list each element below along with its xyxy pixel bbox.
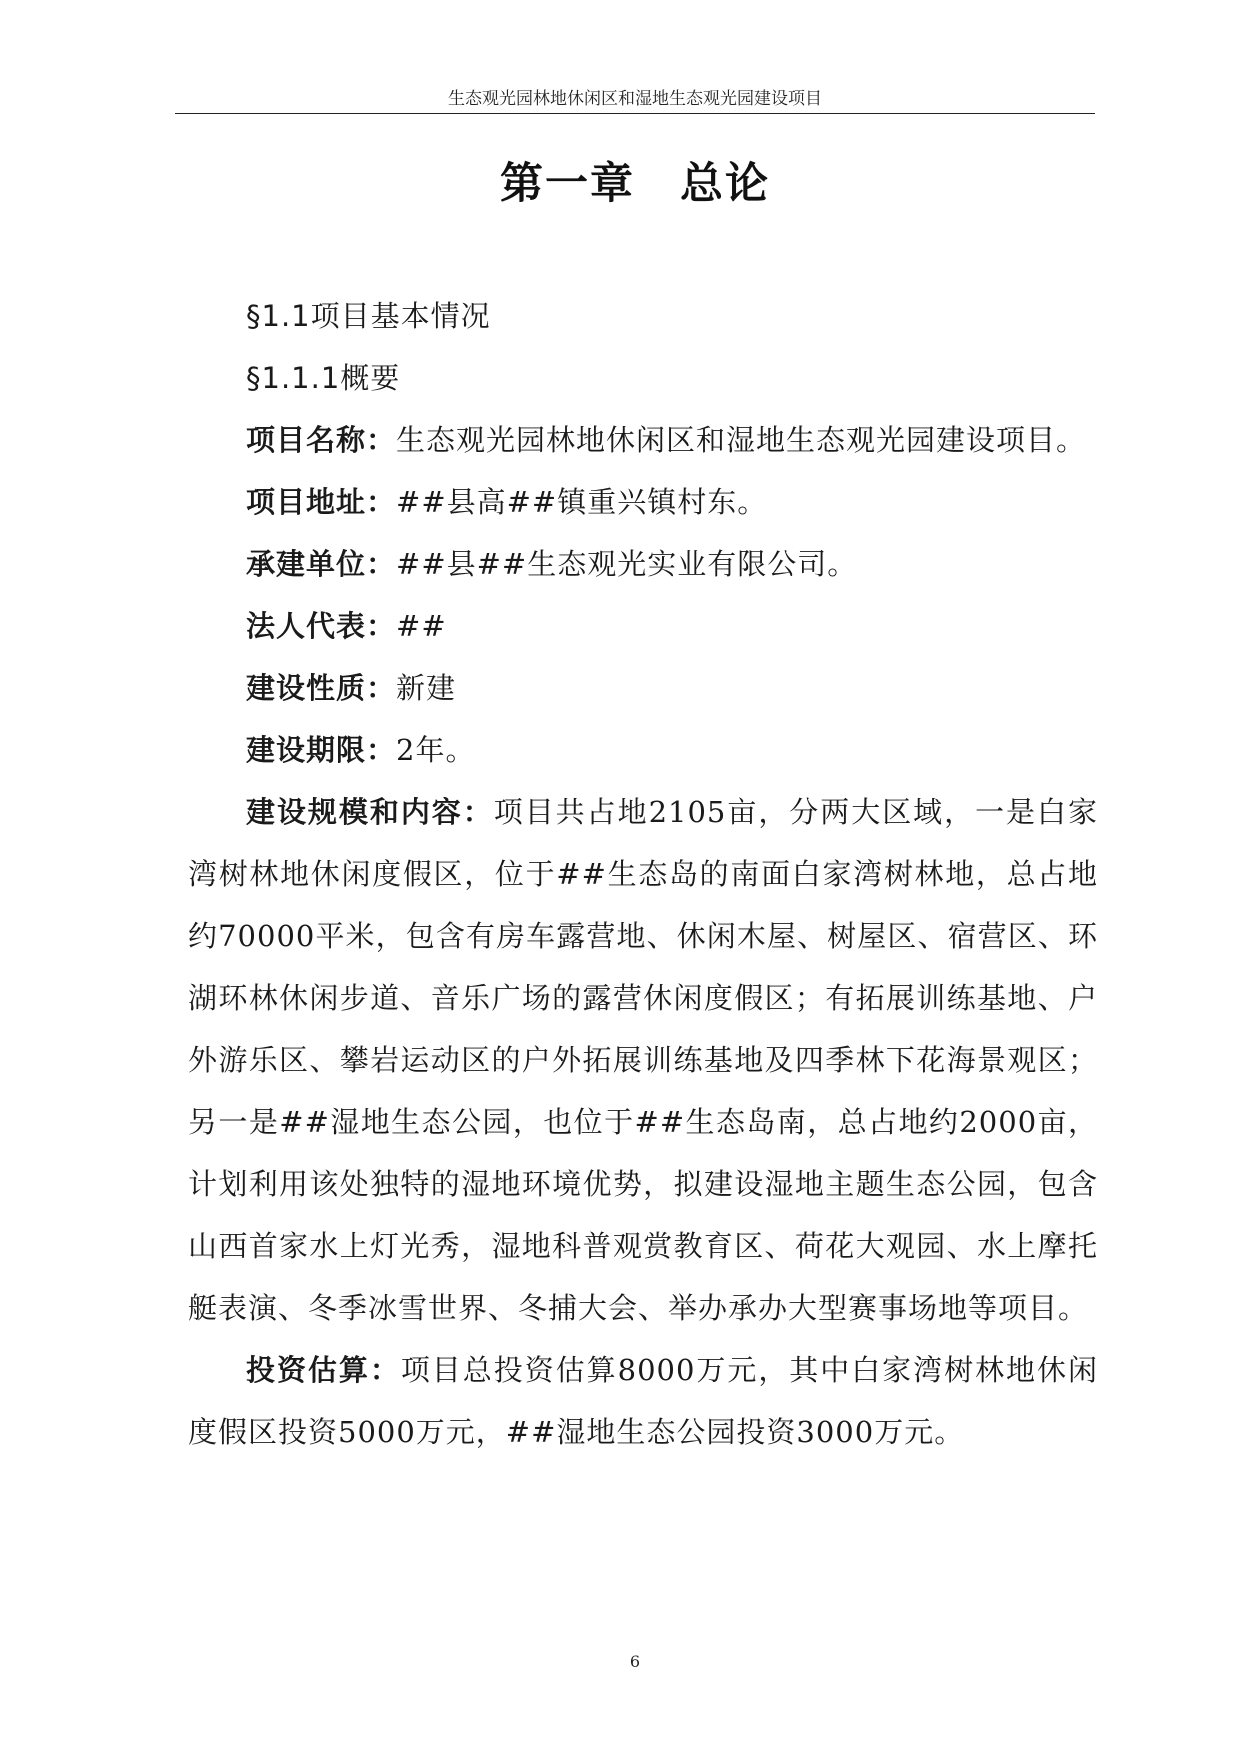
field-investment <box>188 1339 1098 1463</box>
field-value: 项目总投资估算8000万元，其中白家湾树林地休闲度假区投资5000万元，##湿地生态公园投资3000万元。 <box>188 1353 1098 1449</box>
field-nature <box>188 657 1098 719</box>
field-value: ##县##生态观光实业有限公司。 <box>396 547 858 581</box>
field-scope <box>188 781 1098 1339</box>
field-value: 新建 <box>396 671 457 705</box>
header-rule <box>175 113 1095 114</box>
field-value: 2年。 <box>396 733 476 767</box>
field-label: 建设规模和内容： <box>246 795 494 829</box>
field-value: 生态观光园林地休闲区和湿地生态观光园建设项目。 <box>396 423 1087 457</box>
field-period <box>188 719 1098 781</box>
field-label: 承建单位： <box>246 547 397 581</box>
field-label: 建设期限： <box>246 733 397 767</box>
running-header: 生态观光园林地休闲区和湿地生态观光园建设项目 <box>448 89 822 109</box>
section-heading: §1.1项目基本情况 <box>246 299 491 333</box>
field-value: 项目共占地2105亩，分两大区域，一是白家湾树林地休闲度假区，位于##生态岛的南面白家湾树林地，总占地约70000平米，包含有房车露营地、休闲木屋、树屋区、宿营区、环湖环林休闲步道、音乐广场的露营休闲度假区；有拓展训练基地、户外游乐区、攀岩运动区的户外拓展训练基地及四季林下花海景观区；另一是##湿地生态公园，也位于##生态岛南，总占地约2000亩，计划利用该处独特的湿地环境优势，拟建设湿地主题生态公园，包含山西首家水上灯光秀，湿地科普观赏教育区、荷花大观园、水上摩托艇表演、冬季冰雪世界、冬捕大会、举办承办大型赛事场地等项目。 <box>188 795 1098 1325</box>
chapter-title: 第一章 总论 <box>500 159 770 209</box>
field-label: 项目地址： <box>246 485 397 519</box>
document-body <box>188 285 1098 1463</box>
page-number: 6 <box>629 1652 641 1671</box>
field-value: ##县高##镇重兴镇村东。 <box>396 485 768 519</box>
field-label: 法人代表： <box>246 609 397 643</box>
subsection-heading: §1.1.1概要 <box>246 361 401 395</box>
field-value: ## <box>396 609 447 643</box>
field-label: 项目名称： <box>246 423 397 457</box>
field-project-address <box>188 471 1098 533</box>
field-label: 投资估算： <box>246 1353 401 1387</box>
field-label: 建设性质： <box>246 671 397 705</box>
field-legal-rep <box>188 595 1098 657</box>
field-project-name <box>188 409 1098 471</box>
field-contractor <box>188 533 1098 595</box>
